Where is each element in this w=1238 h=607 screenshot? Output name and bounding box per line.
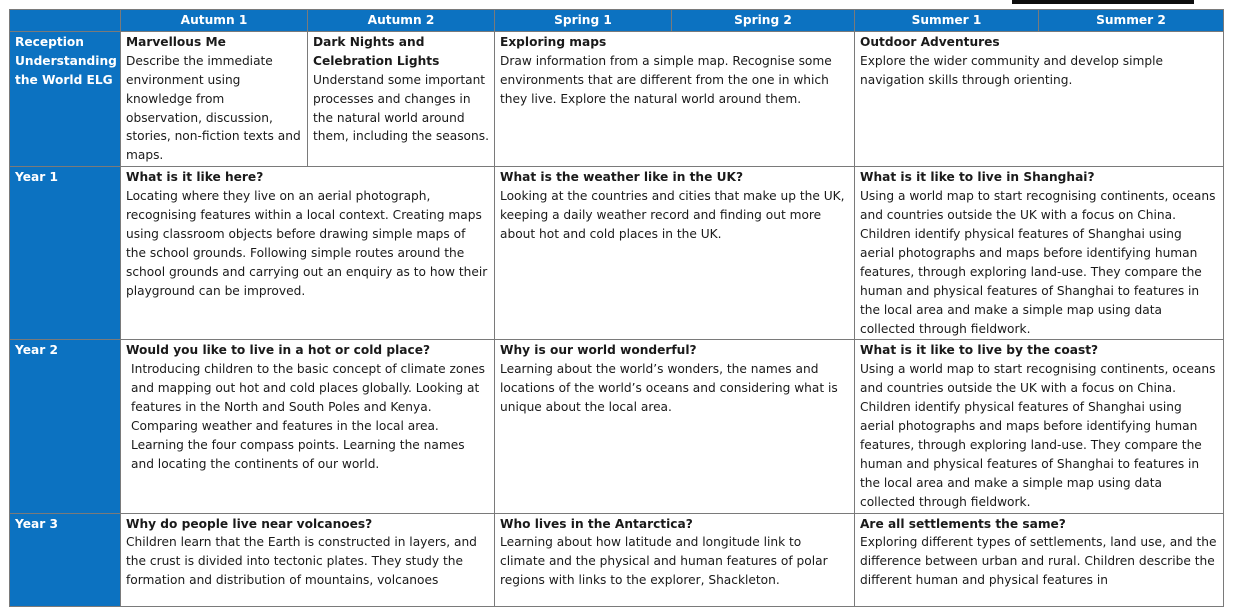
cell-year3-spring [495, 513, 855, 606]
cell-text: Draw information from a simple map. Recognise some environments that are different from the one in which they live. Explore the natural world around them. [500, 53, 832, 106]
cell-text: Children learn that the Earth is constructed in layers, and the crust is divided into tectonic plates. They study the formation and distribution of mountains, volcanoes [126, 535, 477, 588]
cell-year2-autumn [121, 340, 495, 513]
cell-title: What is it like here? [126, 170, 264, 185]
cell-title: Who lives in the Antarctica? [500, 516, 693, 531]
row-year1 [10, 167, 1224, 340]
cell-reception-autumn1 [121, 31, 308, 166]
cell-title: Would you like to live in a hot or cold place? [126, 343, 431, 358]
cell-title: Why do people live near volcanoes? [126, 516, 373, 531]
header-corner [10, 10, 121, 32]
header-autumn2: Autumn 2 [308, 10, 495, 32]
cell-title: What is the weather like in the UK? [500, 170, 744, 185]
cell-reception-summer [855, 31, 1224, 166]
cell-text: Looking at the countries and cities that make up the UK, keeping a daily weather record and finding out more about hot and cold places in the UK. [500, 189, 845, 241]
cell-text: Introducing children to the basic concept of climate zones and mapping out hot and cold places globally. Looking at features in the North and South Poles and Kenya. Comparing weather and features in the local area. Learning the four compass points. Learning the names and locating the continents of our world. [131, 362, 485, 471]
row-year3 [10, 513, 1224, 606]
cell-reception-spring [495, 31, 855, 166]
header-row [10, 10, 1224, 32]
row-label-year3: Year 3 [10, 513, 121, 606]
curriculum-table [9, 9, 1224, 607]
cell-year3-autumn [121, 513, 495, 606]
header-summer2: Summer 2 [1039, 10, 1224, 32]
cell-text: Learning about how latitude and longitude link to climate and the physical and human features of polar regions with links to the explorer, Shackleton. [500, 535, 828, 588]
cell-year1-autumn [121, 167, 495, 340]
header-spring2: Spring 2 [672, 10, 855, 32]
cell-title: What is it like to live by the coast? [860, 343, 1099, 358]
cell-title: Are all settlements the same? [860, 516, 1066, 531]
cell-reception-autumn2 [308, 31, 495, 166]
cell-title: Marvellous Me [126, 34, 226, 49]
cell-text: Locating where they live on an aerial photograph, recognising features within a local context. Creating maps using classroom objects before drawing simple maps of the school grounds. Following simple routes around the school grounds and carrying out an enquiry as to how their playground can be improved. [126, 189, 488, 298]
row-year2 [10, 340, 1224, 513]
cell-text: Understand some important processes and changes in the natural world around them, including the seasons. [313, 72, 489, 144]
row-label-year2: Year 2 [10, 340, 121, 513]
cell-title: Exploring maps [500, 34, 607, 49]
cell-text: Exploring different types of settlements, land use, and the difference between urban and rural. Children describe the different human and physical features in [860, 535, 1217, 588]
cell-text: Describe the immediate environment using knowledge from observation, discussion, stories, non-fiction texts and maps. [126, 53, 301, 163]
cell-text: Using a world map to start recognising continents, oceans and countries outside the UK with a focus on China. Children identify physical features of Shanghai using aerial photographs and maps before identifying human features, through exploring land-use. They compare the human and physical features of Shanghai to features in the local area and make a simple map using data collected through fieldwork. [860, 362, 1216, 509]
header-spring1: Spring 1 [495, 10, 672, 32]
cell-year2-spring [495, 340, 855, 513]
cell-text: Using a world map to start recognising continents, oceans and countries outside the UK with a focus on China. Children identify physical features of Shanghai using aerial photographs and maps before identifying human features, through exploring land-use. They compare the human and physical features of Shanghai to features in the local area and make a simple map using data collected through fieldwork. [860, 189, 1216, 336]
cell-year1-summer [855, 167, 1224, 340]
cell-year1-spring [495, 167, 855, 340]
cell-title: What is it like to live in Shanghai? [860, 170, 1095, 185]
cell-text: Explore the wider community and develop simple navigation skills through orienting. [860, 53, 1163, 87]
cell-year3-summer [855, 513, 1224, 606]
cell-year2-summer [855, 340, 1224, 513]
cell-title: Outdoor Adventures [860, 34, 1000, 49]
cell-text: Learning about the world’s wonders, the names and locations of the world’s oceans and considering what is unique about the local area. [500, 362, 838, 415]
header-summer1: Summer 1 [855, 10, 1039, 32]
top-bar [1012, 0, 1194, 4]
cell-title: Dark Nights and Celebration Lights [313, 34, 440, 68]
header-autumn1: Autumn 1 [121, 10, 308, 32]
row-label-year1: Year 1 [10, 167, 121, 340]
cell-title: Why is our world wonderful? [500, 343, 697, 358]
row-reception [10, 31, 1224, 166]
row-label-reception: Reception Understanding the World ELG [10, 31, 121, 166]
